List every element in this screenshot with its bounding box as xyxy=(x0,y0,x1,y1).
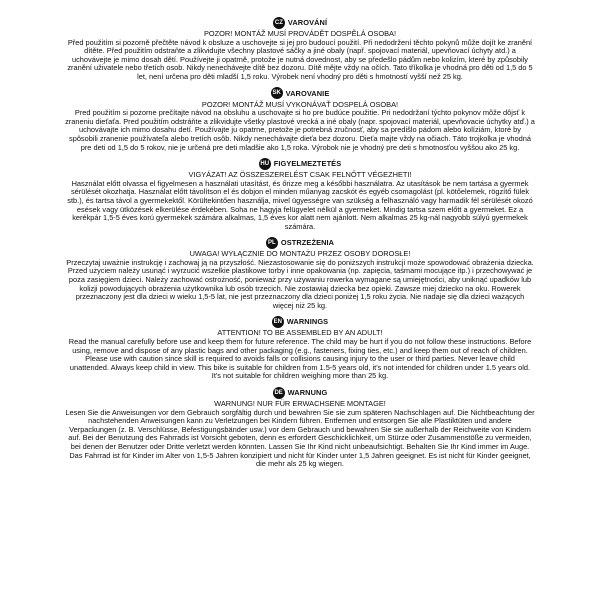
assembly-warning: VIGYÁZAT! AZ ÖSSZESZERELÉST CSAK FELNŐTT VÉGEZHETI! xyxy=(188,170,412,180)
section-header xyxy=(0,386,600,399)
section-header xyxy=(0,157,600,170)
section-header xyxy=(0,236,600,249)
language-badge-icon: EN xyxy=(272,316,284,328)
warnings-document xyxy=(0,16,600,474)
section-header xyxy=(0,16,600,29)
assembly-warning: WARNUNG! NUR FÜR ERWACHSENE MONTAGE! xyxy=(214,399,386,408)
section-hu xyxy=(0,157,600,231)
section-body: Read the manual carefully before use and keep them for future reference. The child may be hurt if you do not follow these instructions. Before using, remove and dispose of any plastic bags and other packaging (e.g., fasteners, fixing ties, etc.) and keep them out of reach of children. Please use with caution since skill is required to avoids falls or collisions causing injury to the user or third parties. Never leave child unattended. Always keep child in view. This bike is suitable for children from 1.5-5 years old, it's not intended for children under 1.5 years old. It's not suitable for children weighing more than 25 kg. xyxy=(68,337,532,381)
section-heading: VAROVANIE xyxy=(285,88,330,98)
section-header xyxy=(0,315,600,328)
language-badge-icon: DE xyxy=(273,387,285,399)
section-header xyxy=(0,87,600,100)
section-body: Przeczytaj uważnie instrukcję i zachowaj ją na przyszłość. Niezastosowanie się do poniższych instrukcji może spowodować obrażenia dziecka. Przed użyciem należy usunąć i wyrzucić wszelkie plastikowe torby i inne opakowania (np. zapięcia, taśmami mocujące itp.) i przechowywać je poza zasięgiem dzieci. Należy zachować ostrożność, ponieważ przy używaniu rowerka wymagane są umiejętności, aby uniknąć upadków lub kolizji powodujących obrażenia użytkownika lub osób trzecich. Nie zostawiaj dziecka bez opieki. Zawsze miej dziecko na oku. Rowerek przeznaczony jest dla dzieci w wieku 1,5-5 lat, nie jest przeznaczony dla dzieci poniżej 1,5 roku życia. Nie nadaje się dla dzieci ważących więcej niż 25 kg. xyxy=(66,257,534,310)
language-badge-icon: PL xyxy=(266,237,278,249)
section-pl xyxy=(0,236,600,310)
section-sk xyxy=(0,87,600,153)
section-body: Használat előtt olvassa el figyelmesen a használati utasítást, és őrizze meg a későbbi használatra. Az utasítások be nem tartása a gyermek sérülését okozhatja. Használat előtt távolítson el és dobjon el minden műanyag zacskót és egyéb csomagolást (pl. kötőelemek, rögzítő fülek stb.), és tartsa távol a gyermekektől. Körültekintően használja, mivel ügyességre van szükség a felhasználó vagy harmadik fél sérülését okozó esések vagy ütközések elkerülése érdekében. Soha ne hagyja felügyelet nélkül a gyermeket. Mindig tartsa szem előtt a gyermeket. Ez a kerékpár 1,5-5 éves korú gyermekek számára alkalmas, 1,5 éves kor alatt nem ajánlott. Nem alkalmas 25 kg-nál nagyobb súlyú gyermekek számára. xyxy=(67,178,533,231)
assembly-warning: ATTENTION! TO BE ASSEMBLED BY AN ADULT! xyxy=(217,328,383,338)
section-body: Pred použitím si pozorne prečítajte návod na obsluhu a uschovajte si ho pre budúce použitie. Pri nedodržaní týchto pokynov môže dôjsť k zraneniu dieťaťa. Pred použitím odstráňte a zlikvidujte všetky plastové vrecká a iné obaly (napr. spojovací materiál, upevňovacie úchytky atď.) a uchovávajte ich mimo dosahu detí. Používajte ju opatrne, pretože je potrebná zručnosť, aby sa predišlo pádom alebo kolíziám, ktoré by spôsobili zranenie používateľa alebo tretích osôb. Nikdy nenechávajte dieťa bez dozoru. Dieťa majte vždy na očiach. Táto trojkolka je vhodná pre deti od 1,5 do 5 rokov, nie je určená pre deti mladšie ako 1,5 roka. Výrobok nie je vhodný pre deti s hmotnosťou vyššou ako 25 kg. xyxy=(65,108,535,152)
assembly-warning: POZOR! MONTÁŽ MUSÍ PROVÁDĚT DOSPĚLÁ OSOBA! xyxy=(203,29,397,38)
language-badge-icon: SK xyxy=(271,87,283,99)
section-body: Před použitím si pozorně přečtěte návod k obsluze a uschovejte si jej pro budoucí použití. Při nedodržení těchto pokynů může dojít ke zranění dítěte. Před použitím odstraňte a zlikvidujte všechny plastové sáčky a jiné obaly (např. spojovací materiál, upevňovací úchyty atd.) a uchovávejte je mimo dosah dětí. Používejte ji opatrně, protože je nutná dovednost, aby se předešlo pádům nebo kolizím, které by způsobily zranění uživatele nebo třetích osob. Nikdy nenechávejte dítě bez dozoru. Dítě mějte vždy na očích. Tato tříkolka je vhodná pro děti od 1,5 do 5 let, není určena pro děti mladší 1,5 roku. Výrobek není vhodný pro děti s hmotností vyšší než 25 kg. xyxy=(67,37,533,81)
section-heading: FIGYELMEZTETÉS xyxy=(273,159,342,169)
assembly-warning: UWAGA! WYŁĄCZNIE DO MONTAŻU PRZEZ OSOBY DOROSŁE! xyxy=(189,249,411,259)
section-heading: OSTRZEŻENIA xyxy=(280,238,335,248)
assembly-warning: POZOR! MONTÁŽ MUSÍ VYKONÁVAŤ DOSPELÁ OSOBA! xyxy=(201,99,399,109)
section-cz xyxy=(0,16,600,82)
section-body: Lesen Sie die Anweisungen vor dem Gebrauch sorgfältig durch und bewahren Sie sie zum späteren Nachschlagen auf. Die Nichtbeachtung der nachstehenden Anweisungen kann zu Verletzungen bei Kindern führen. Entfernen und entsorgen Sie alle Plastiktüten und andere Verpackungen (z. B. Verschlüsse, Befestigungsbänder usw.) vor dem Gebrauch und bewahren Sie sie außerhalb der Reichweite von Kindern auf. Bei der Benutzung des Fahrrads ist Vorsicht geboten, denn es erfordert Geschicklichkeit, um Stürze oder Zusammenstöße zu vermeiden, bei denen der Benutzer oder Dritte verletzt werden könnten. Lassen Sie Ihr Kind nicht unbeaufsichtigt. Behalten Sie Ihr Kind immer im Auge. Das Fahrrad ist für Kinder im Alter von 1,5-5 Jahren konzipiert und nicht für Kinder unter 1,5 Jahren geeignet. Es ist nicht für Kinder geeignet, die mehr als 25 kg wiegen. xyxy=(65,407,535,469)
section-heading: WARNINGS xyxy=(286,317,329,327)
language-badge-icon: CZ xyxy=(273,17,285,29)
section-de xyxy=(0,386,600,469)
section-en xyxy=(0,315,600,381)
section-heading: WARNUNG xyxy=(287,388,328,397)
language-badge-icon: HU xyxy=(259,158,271,170)
section-heading: VAROVÁNÍ xyxy=(287,18,328,27)
